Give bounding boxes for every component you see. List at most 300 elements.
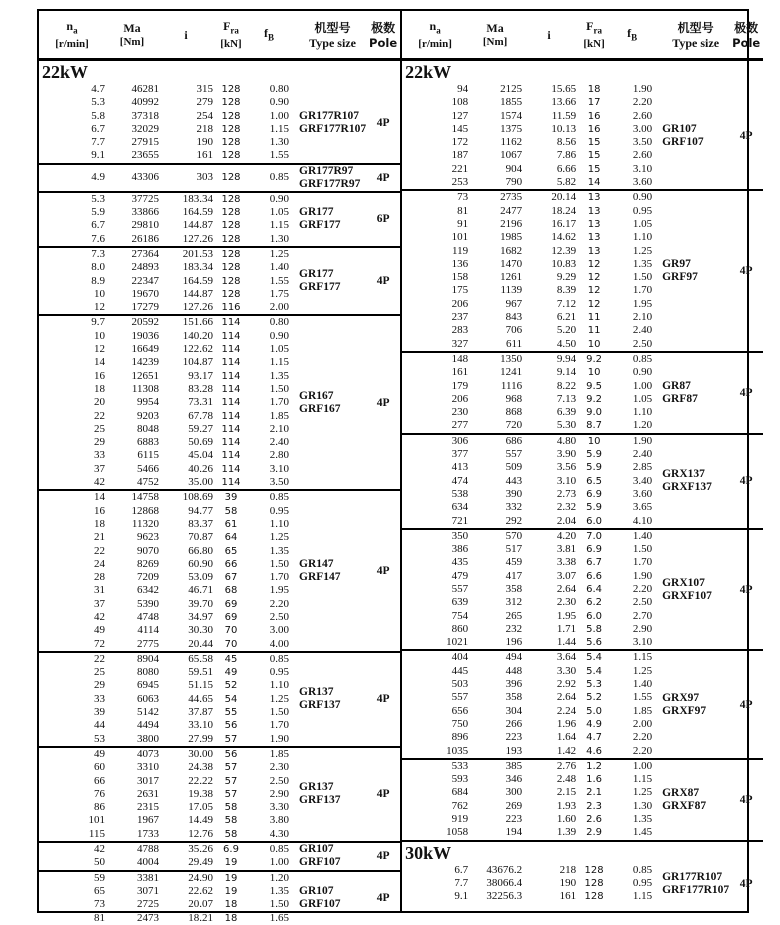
fra-cell: 15	[587, 150, 601, 162]
table-row	[402, 149, 652, 162]
table-row	[39, 383, 289, 396]
table-row	[39, 518, 289, 531]
type-size-label	[289, 268, 366, 294]
fra-cell: 70	[224, 625, 238, 637]
fb-cell: 0.80	[269, 316, 289, 329]
na-cell: 221	[451, 162, 469, 175]
column-header-type-size: 机型号 Type size	[309, 20, 356, 50]
table-row	[39, 449, 289, 462]
i-cell: 9.14	[556, 366, 577, 379]
ma-cell: 27364	[131, 247, 159, 260]
fb-cell: 0.95	[269, 666, 289, 679]
fra-cell: 128	[221, 150, 241, 162]
na-cell: 161	[451, 366, 469, 379]
column-header-i: i	[547, 28, 551, 42]
fb-cell: 3.60	[632, 176, 653, 189]
column-header-fra: $F_{ra}$ [kN]	[583, 18, 605, 51]
fb-cell: 1.00	[632, 759, 653, 772]
ma-cell: 193	[505, 744, 523, 757]
na-cell: 593	[451, 773, 469, 786]
table-row	[402, 877, 652, 890]
type-size-line: GR167	[299, 389, 334, 402]
ma-cell: 686	[505, 434, 523, 447]
table-row	[39, 706, 289, 719]
fb-cell: 1.55	[269, 149, 289, 162]
na-cell: 533	[451, 759, 469, 772]
fra-cell: 114	[221, 317, 241, 329]
na-cell: 24	[94, 557, 105, 570]
table-row	[402, 890, 652, 903]
i-cell: 11.59	[551, 109, 577, 122]
table-row	[39, 719, 289, 732]
fra-cell: 128	[221, 220, 241, 232]
fb-cell: 0.90	[632, 366, 653, 379]
fb-cell: 1.40	[632, 678, 653, 691]
spec-rows	[402, 435, 652, 528]
type-size-line: GRX137	[662, 468, 705, 481]
fra-cell: 128	[584, 891, 604, 903]
type-size-line: GRF177R107	[662, 883, 730, 896]
fb-cell: 1.30	[269, 136, 289, 149]
fra-cell: 56	[224, 720, 238, 732]
ma-cell: 6063	[137, 692, 159, 705]
spec-group	[39, 748, 400, 841]
table-row	[39, 801, 289, 814]
ma-cell: 1261	[500, 271, 523, 284]
ma-cell: 14758	[131, 491, 159, 504]
pole-label: 4P	[376, 171, 390, 184]
ma-cell: 358	[505, 582, 523, 595]
fra-cell: 128	[221, 275, 241, 287]
column-header-ma: Ma [Nm]	[119, 21, 145, 48]
na-cell: 22	[94, 544, 105, 557]
ma-cell: 2477	[500, 204, 523, 217]
na-cell: 4.7	[91, 83, 105, 95]
fb-cell: 3.40	[632, 474, 653, 487]
type-size-line: GRF177R107	[299, 122, 367, 135]
type-size-line: GRX97	[662, 691, 700, 704]
na-cell: 12	[94, 301, 105, 314]
table-row	[402, 245, 652, 258]
column-header-fb: $f_B$	[627, 25, 638, 43]
fra-cell: 54	[224, 693, 238, 705]
fb-cell: 1.10	[632, 406, 653, 419]
i-cell: 93.17	[188, 369, 213, 382]
fra-cell: 5.6	[586, 637, 603, 649]
fb-cell: 1.40	[269, 261, 289, 274]
na-cell: 639	[451, 596, 469, 609]
fb-cell: 0.95	[269, 504, 289, 517]
fra-cell: 12	[587, 272, 601, 284]
ma-cell: 1733	[137, 827, 159, 840]
na-cell: 9.1	[454, 890, 469, 903]
table-row	[39, 423, 289, 436]
type-size-line: GRF107	[299, 898, 341, 911]
pole-label: 4P	[376, 892, 390, 905]
na-cell: 6.7	[454, 863, 469, 876]
ma-cell: 9203	[137, 409, 159, 422]
fb-cell: 1.95	[269, 584, 289, 597]
type-size-label	[289, 390, 366, 416]
table-row	[39, 410, 289, 423]
na-cell: 115	[88, 827, 105, 840]
fb-cell: 1.50	[269, 706, 289, 719]
type-size-label	[652, 468, 729, 494]
spec-rows	[39, 171, 289, 184]
ma-cell: 292	[505, 514, 523, 527]
fra-cell: 15	[587, 137, 601, 149]
table-row	[402, 515, 652, 528]
fra-cell: 19	[224, 872, 238, 884]
i-cell: 50.69	[188, 436, 213, 449]
fra-cell: 13	[587, 245, 601, 257]
spec-group	[39, 872, 400, 925]
type-size-line: GRF97	[662, 271, 698, 284]
power-section-label: 30kW	[405, 842, 452, 863]
ma-cell: 11320	[131, 517, 159, 530]
table-row	[39, 885, 289, 898]
fra-cell: 2.3	[586, 800, 603, 812]
i-cell: 6.39	[556, 406, 577, 419]
table-row	[402, 338, 652, 351]
fb-cell: 1.10	[269, 517, 289, 530]
ma-cell: 8269	[137, 557, 159, 570]
pole-label: 4P	[739, 130, 753, 143]
fb-cell: 3.10	[632, 636, 653, 649]
fra-cell: 6.7	[586, 557, 603, 569]
table-row	[402, 136, 652, 149]
table-row	[402, 678, 652, 691]
table-row	[39, 288, 289, 301]
table-row	[402, 461, 652, 474]
type-size-line: GRF177	[299, 281, 341, 294]
ma-cell: 3071	[137, 884, 159, 897]
i-cell: 53.09	[188, 571, 213, 584]
type-size-label	[289, 885, 366, 911]
i-cell: 108.69	[182, 491, 213, 504]
fra-cell: 57	[224, 775, 238, 787]
fra-cell: 16	[587, 110, 601, 122]
i-cell: 2.04	[556, 514, 577, 527]
na-cell: 29	[94, 679, 105, 692]
type-size-line: GRF167	[299, 402, 341, 415]
fra-cell: 52	[224, 680, 238, 692]
spec-rows	[402, 760, 652, 840]
table-row	[402, 205, 652, 218]
fb-cell: 1.15	[632, 773, 653, 786]
ma-cell: 37318	[131, 109, 159, 122]
i-cell: 2.73	[556, 487, 577, 500]
table-row	[402, 475, 652, 488]
fra-cell: 57	[224, 762, 238, 774]
table-row	[39, 301, 289, 314]
fra-cell: 128	[221, 248, 241, 260]
pole-label: 4P	[376, 850, 390, 863]
type-size-line: GRF147	[299, 571, 341, 584]
table-row	[402, 570, 652, 583]
ma-cell: 3381	[137, 871, 159, 884]
fb-cell: 0.85	[269, 491, 289, 504]
fb-cell: 0.95	[632, 876, 653, 889]
i-cell: 144.87	[182, 219, 213, 232]
fb-cell: 1.85	[269, 747, 289, 760]
table-row	[39, 733, 289, 746]
spec-group	[39, 248, 400, 314]
na-cell: 91	[457, 217, 469, 230]
pole-label: 4P	[739, 877, 753, 890]
ma-cell: 346	[505, 773, 523, 786]
fra-cell: 13	[587, 192, 601, 204]
fb-cell: 1.15	[632, 890, 653, 903]
i-cell: 6.21	[556, 311, 577, 324]
ma-cell: 8048	[137, 422, 159, 435]
column-header-na: $n_a$ [r/min]	[418, 18, 452, 51]
fb-cell: 4.10	[632, 514, 653, 527]
pole-label: 4P	[739, 793, 753, 806]
ma-cell: 2725	[137, 898, 159, 911]
table-row	[402, 731, 652, 744]
na-cell: 31	[94, 584, 105, 597]
table-row	[402, 610, 652, 623]
ma-cell: 9623	[137, 531, 159, 544]
ma-cell: 332	[505, 501, 523, 514]
fra-cell: 4.7	[586, 732, 603, 744]
table-row	[39, 788, 289, 801]
fb-cell: 2.20	[632, 582, 653, 595]
i-cell: 37.87	[188, 706, 213, 719]
fb-cell: 3.50	[269, 476, 289, 489]
na-cell: 73	[94, 898, 105, 911]
type-size-label	[652, 871, 729, 897]
fra-cell: 57	[224, 733, 238, 745]
ma-cell: 4494	[137, 719, 159, 732]
spec-rows	[402, 530, 652, 650]
na-cell: 4.9	[91, 171, 105, 184]
fb-cell: 1.95	[632, 297, 653, 310]
fra-cell: 49	[224, 667, 238, 679]
ma-cell: 570	[505, 529, 523, 542]
type-size-line: GR177R107	[662, 870, 723, 883]
ma-cell: 5390	[137, 597, 159, 610]
ma-cell: 1574	[500, 109, 523, 122]
na-cell: 187	[451, 149, 469, 162]
fra-cell: 9.2	[586, 393, 603, 405]
fra-cell: 11	[587, 312, 601, 324]
type-size-label	[652, 692, 729, 718]
ma-cell: 4073	[137, 747, 159, 760]
i-cell: 12.39	[551, 244, 577, 257]
fra-cell: 128	[221, 262, 241, 274]
fra-cell: 12	[587, 285, 601, 297]
ma-cell: 2315	[137, 801, 159, 814]
i-cell: 3.64	[556, 651, 577, 664]
spec-group	[39, 165, 400, 191]
column-header-i: i	[184, 28, 188, 42]
na-cell: 86	[94, 801, 105, 814]
fb-cell: 2.60	[632, 109, 653, 122]
na-cell: 20	[94, 396, 105, 409]
fra-cell: 7.0	[586, 530, 603, 542]
fb-cell: 3.00	[632, 122, 653, 135]
fb-cell: 2.20	[269, 597, 289, 610]
na-cell: 33	[94, 449, 105, 462]
na-cell: 754	[451, 609, 469, 622]
type-size-line: GRXF137	[662, 481, 712, 494]
fb-cell: 1.25	[269, 247, 289, 260]
table-row	[39, 611, 289, 624]
spec-rows	[39, 316, 289, 489]
table-row	[39, 761, 289, 774]
na-cell: 16	[94, 369, 105, 382]
i-cell: 65.58	[188, 652, 213, 665]
table-row	[402, 636, 652, 649]
spec-rows	[402, 864, 652, 904]
i-cell: 144.87	[182, 287, 213, 300]
fra-cell: 4.9	[586, 718, 603, 730]
na-cell: 72	[94, 637, 105, 650]
spec-group	[39, 193, 400, 246]
i-cell: 17.05	[188, 801, 213, 814]
type-size-label	[652, 380, 729, 406]
fra-cell: 114	[221, 463, 241, 475]
na-cell: 119	[452, 244, 469, 257]
i-cell: 201.53	[182, 247, 213, 260]
column-header-type-size: 机型号 Type size	[672, 20, 720, 50]
fra-cell: 114	[221, 383, 241, 395]
fb-cell: 1.70	[632, 284, 653, 297]
fra-cell: 5.4	[586, 665, 603, 677]
ma-cell: 24893	[131, 261, 159, 274]
table-row	[39, 136, 289, 149]
pole-label: 4P	[739, 386, 753, 399]
fb-cell: 3.80	[269, 814, 289, 827]
fra-cell: 58	[224, 802, 238, 814]
fb-cell: 3.65	[632, 501, 653, 514]
ma-cell: 390	[505, 487, 523, 500]
table-row	[402, 651, 652, 664]
fra-cell: 11	[587, 325, 601, 337]
i-cell: 161	[196, 149, 213, 162]
fb-cell: 2.70	[632, 609, 653, 622]
spec-rows	[39, 193, 289, 246]
fb-cell: 1.45	[632, 826, 653, 839]
i-cell: 315	[196, 83, 213, 95]
na-cell: 9.7	[91, 316, 105, 329]
table-row	[39, 123, 289, 136]
fb-cell: 3.10	[632, 162, 653, 175]
na-cell: 1021	[446, 636, 469, 649]
table-row	[39, 693, 289, 706]
ma-cell: 3800	[137, 732, 159, 745]
fra-cell: 66	[224, 558, 238, 570]
spec-group	[39, 491, 400, 651]
spec-group	[402, 353, 763, 433]
i-cell: 22.22	[188, 774, 213, 787]
fra-cell: 67	[224, 572, 238, 584]
fb-cell: 1.50	[269, 557, 289, 570]
table-row	[402, 501, 652, 514]
na-cell: 474	[451, 474, 469, 487]
i-cell: 20.14	[551, 191, 577, 204]
fb-cell: 3.00	[269, 624, 289, 637]
column-header-na: $n_a$ [r/min]	[55, 18, 89, 51]
ma-cell: 1855	[500, 96, 523, 109]
i-cell: 2.76	[556, 759, 577, 772]
fb-cell: 1.50	[269, 898, 289, 911]
fra-cell: 15	[587, 163, 601, 175]
i-cell: 39.70	[188, 597, 213, 610]
fb-cell: 0.85	[269, 652, 289, 665]
na-cell: 557	[451, 582, 469, 595]
fra-cell: 13	[587, 232, 601, 244]
table-row	[39, 330, 289, 343]
type-size-line: GRXF97	[662, 704, 707, 717]
fb-cell: 1.35	[269, 369, 289, 382]
type-size-line: GR87	[662, 379, 691, 392]
i-cell: 2.64	[556, 691, 577, 704]
spec-group	[402, 83, 763, 189]
ma-cell: 1162	[500, 136, 523, 149]
i-cell: 1.42	[556, 744, 577, 757]
fb-cell: 1.35	[269, 544, 289, 557]
fra-cell: 12	[587, 258, 601, 270]
na-cell: 25	[94, 422, 105, 435]
i-cell: 218	[196, 122, 213, 135]
fra-cell: 128	[221, 207, 241, 219]
i-cell: 3.10	[556, 474, 577, 487]
spec-rows	[402, 353, 652, 433]
i-cell: 70.87	[188, 531, 213, 544]
fb-cell: 2.50	[269, 610, 289, 623]
i-cell: 40.26	[188, 462, 213, 475]
pole-label: 4P	[739, 698, 753, 711]
ma-cell: 1682	[500, 244, 523, 257]
type-size-line: GR107	[299, 843, 334, 856]
na-cell: 7.7	[454, 876, 469, 889]
ma-cell: 269	[505, 799, 523, 812]
na-cell: 37	[94, 462, 105, 475]
i-cell: 16.17	[551, 217, 577, 230]
spec-rows	[39, 83, 289, 163]
fra-cell: 1.6	[586, 774, 603, 786]
na-cell: 49	[94, 624, 105, 637]
spec-group	[402, 191, 763, 351]
table-row	[39, 356, 289, 369]
fb-cell: 2.90	[269, 787, 289, 800]
table-row	[402, 231, 652, 244]
fb-cell: 0.85	[269, 843, 289, 856]
na-cell: 386	[451, 543, 469, 556]
i-cell: 9.94	[556, 352, 577, 365]
fra-cell: 5.9	[586, 502, 603, 514]
i-cell: 2.24	[556, 704, 577, 717]
na-cell: 6.7	[91, 219, 105, 232]
type-size-label	[289, 686, 366, 712]
i-cell: 164.59	[182, 274, 213, 287]
fra-cell: 114	[221, 410, 241, 422]
i-cell: 1.60	[556, 813, 577, 826]
i-cell: 183.34	[182, 192, 213, 205]
na-cell: 230	[451, 406, 469, 419]
fra-cell: 13	[587, 205, 601, 217]
type-size-label	[289, 110, 366, 136]
ma-cell: 46281	[131, 83, 159, 95]
fra-cell: 5.8	[586, 623, 603, 635]
na-cell: 7.6	[91, 232, 105, 245]
fra-cell: 13	[587, 218, 601, 230]
type-size-line: GRX107	[662, 576, 705, 589]
i-cell: 27.99	[188, 732, 213, 745]
